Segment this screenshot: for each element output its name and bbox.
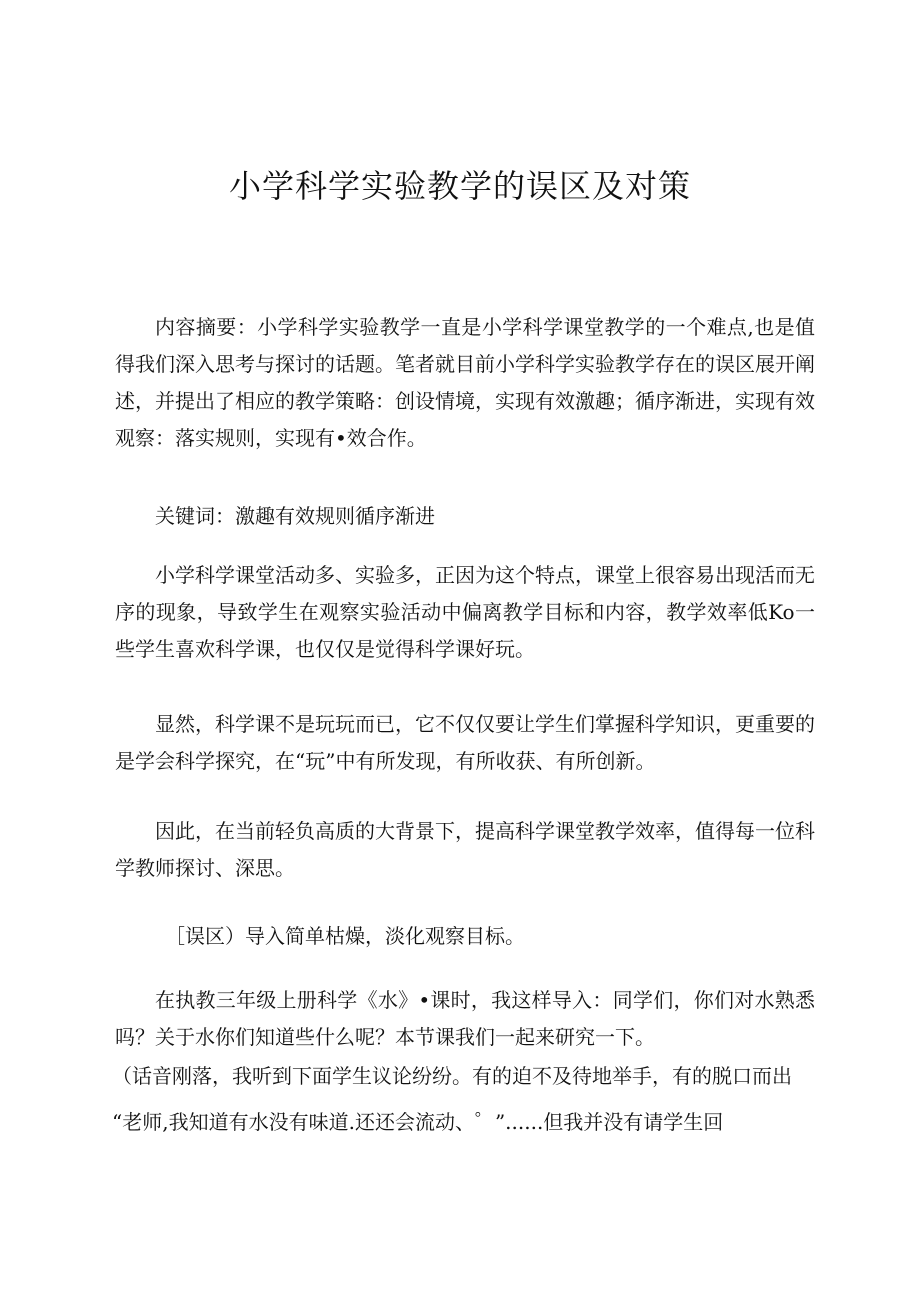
intro-paragraph: 在执教三年级上册科学《水》•课时，我这样导入：同学们，你们对水熟悉吗？关于水你们知道些什么呢？本节课我们一起来研究一下。 [115,988,815,1049]
abstract-paragraph: 内容摘要：小学科学实验教学一直是小学科学课堂教学的一个难点,也是值得我们深入思考与探讨的话题。笔者就目前小学科学实验教学存在的误区展开阐述，并提出了相应的教学策略：创设情境，实现有效激趣；循序渐进，实现有效观察：落实规则，实现有•效合作。 [115,315,815,450]
document-title: 小学科学实验教学的误区及对策 [228,167,691,205]
body-paragraph-1: 小学科学课堂活动多、实验多，正因为这个特点，课堂上很容易出现活而无序的现象，导致学生在观察实验活动中偏离教学目标和内容，教学效率低Ko一些学生喜欢科学课，也仅仅是觉得科学课好玩。 [115,563,815,661]
continuation-line-2: “老师,我知道有水没有味道.还还会流动、゜”......但我并没有请学生回 [112,1110,724,1134]
body-paragraph-2: 显然，科学课不是玩玩而已，它不仅仅要让学生们掌握科学知识，更重要的是学会科学探究，在“玩”中有所发现，有所收获、有所创新。 [115,712,815,773]
continuation-line-1: （话音刚落，我听到下面学生议论纷纷。有的迫不及待地举手，有的脱口而出 [112,1064,792,1088]
body-paragraph-3: 因此，在当前轻负高质的大背景下，提高科学课堂教学效率，值得每一位科学教师探讨、深思。 [115,819,815,880]
section-heading: ［误区）导入简单枯燥，淡化观察目标。 [165,924,525,948]
keywords-line: 关键词：激趣有效规则循序渐进 [155,504,435,528]
